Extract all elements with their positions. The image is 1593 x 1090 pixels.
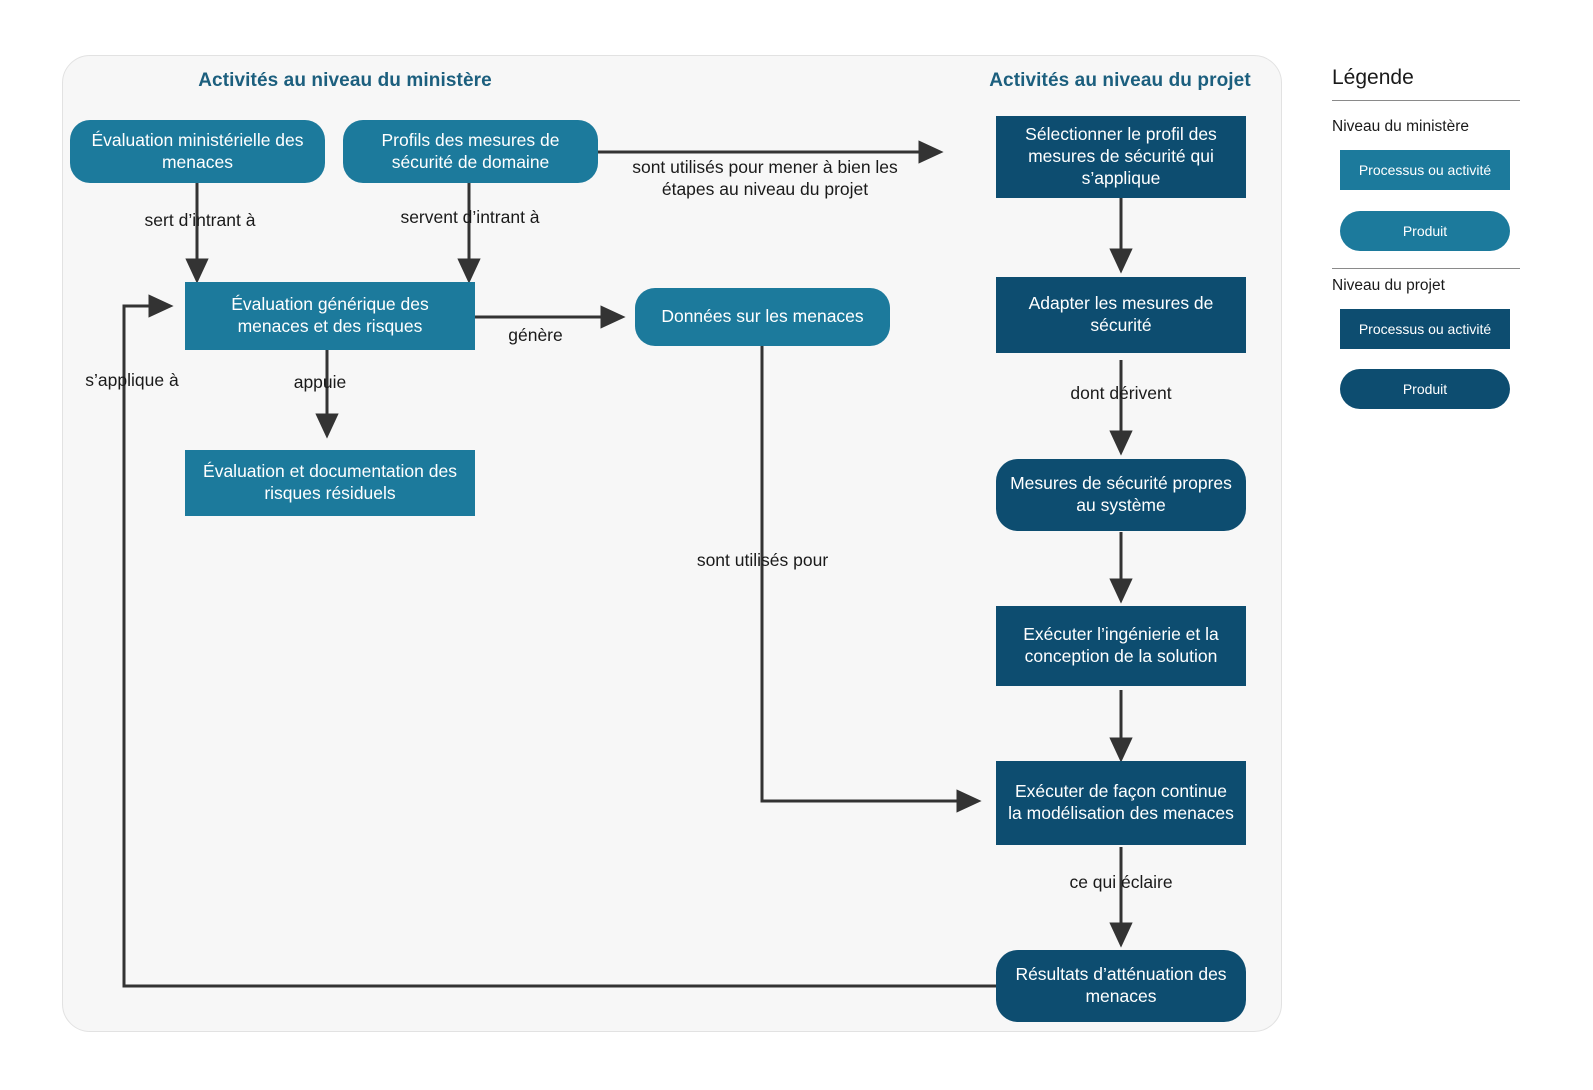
node-select-security-profile[interactable]: Sélectionner le profil des mesures de sécurité qui s’applique — [996, 116, 1246, 198]
edge-label-generates: génère — [508, 325, 563, 345]
node-ministerial-threat-assessment[interactable]: Évaluation ministérielle des menaces — [70, 120, 325, 183]
column-title-project: Activités au niveau du projet — [989, 70, 1251, 91]
node-perform-engineering-design[interactable]: Exécuter l’ingénierie et la conception de la solution — [996, 606, 1246, 686]
legend-swatch-project-process: Processus ou activité — [1340, 309, 1510, 349]
legend-title: Légende — [1332, 66, 1414, 89]
legend-swatch-ministry-product: Produit — [1340, 211, 1510, 251]
legend-swatch-ministry-process: Processus ou activité — [1340, 150, 1510, 190]
edge-label-derive-from: dont dérivent — [1070, 383, 1172, 403]
node-tailor-security-controls[interactable]: Adapter les mesures de sécurité — [996, 277, 1246, 353]
node-domain-security-profiles[interactable]: Profils des mesures de sécurité de domaine — [343, 120, 598, 183]
edge-label-which-informs: ce qui éclaire — [1069, 872, 1173, 892]
edge-label-used-for: sont utilisés pour — [696, 550, 829, 570]
legend-swatch-project-product: Produit — [1340, 369, 1510, 409]
node-system-specific-controls[interactable]: Mesures de sécurité propres au système — [996, 459, 1246, 531]
node-generic-threat-risk-assessment[interactable]: Évaluation générique des menaces et des risques — [185, 282, 475, 350]
legend-group-project: Niveau du projet — [1332, 277, 1445, 294]
column-title-ministry: Activités au niveau du ministère — [198, 70, 492, 91]
legend-divider-top — [1332, 100, 1520, 101]
node-continuous-threat-modelling[interactable]: Exécuter de façon continue la modélisation des menaces — [996, 761, 1246, 845]
edge-label-applies-to: s’applique à — [85, 370, 179, 390]
legend-divider-middle — [1332, 268, 1520, 269]
edge-label-serves-input-single: sert d’intrant à — [144, 210, 256, 230]
edge-label-supports: appuie — [293, 372, 347, 392]
edge-label-used-to-carry-out: sont utilisés pour mener à bien les étapes au niveau du projet — [632, 157, 898, 199]
legend-group-ministry: Niveau du ministère — [1332, 118, 1469, 135]
node-threat-mitigation-results[interactable]: Résultats d’atténuation des menaces — [996, 950, 1246, 1022]
node-threat-data[interactable]: Données sur les menaces — [635, 288, 890, 346]
edge-label-serves-input-plural: servent d’intrant à — [400, 207, 540, 227]
node-residual-risk-documentation[interactable]: Évaluation et documentation des risques résiduels — [185, 450, 475, 516]
